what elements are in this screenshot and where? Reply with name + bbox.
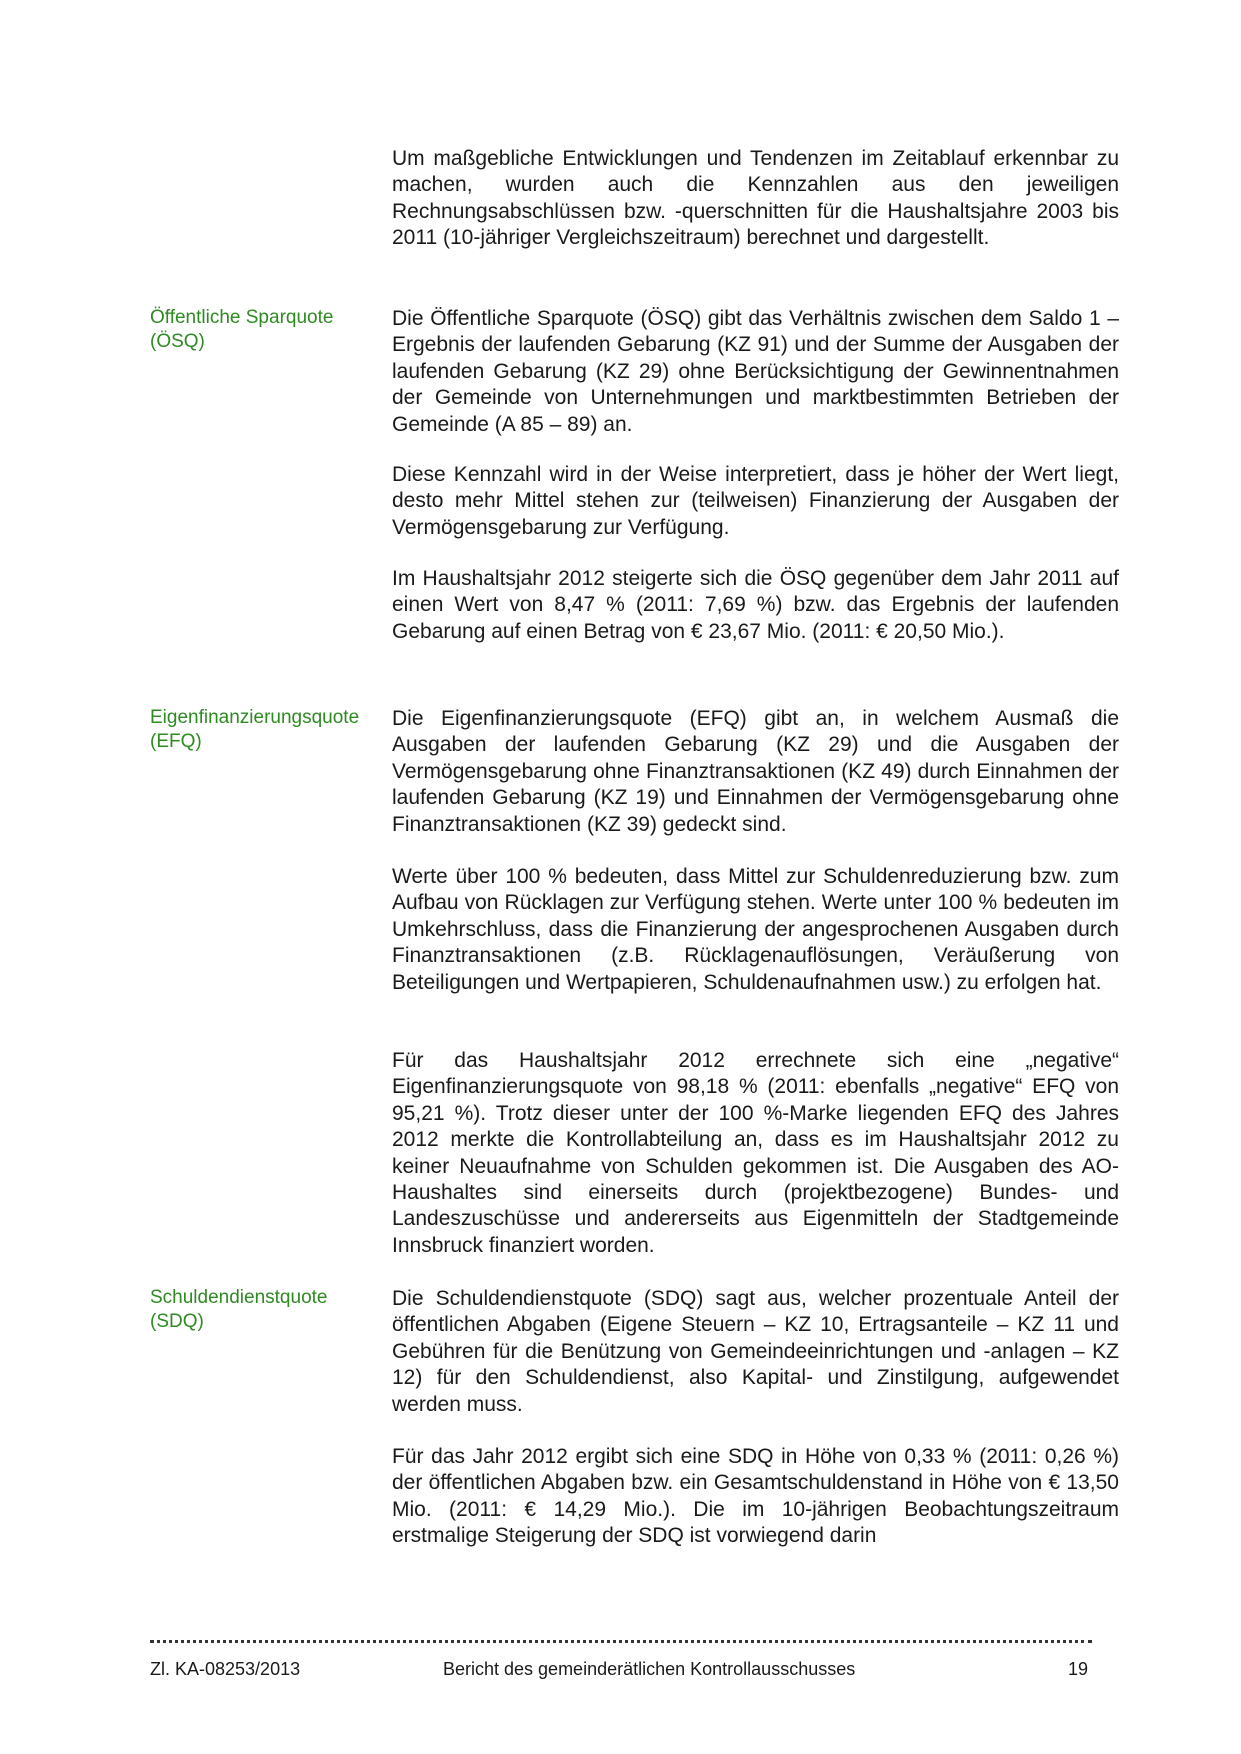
footer-title: Bericht des gemeinderätlichen Kontrollausschusses bbox=[443, 1659, 856, 1679]
section-oesq-paragraph-1: Die Öffentliche Sparquote (ÖSQ) gibt das Verhältnis zwischen dem Saldo 1 – Ergebnis der laufenden Gebarung (KZ 91) und der Summe der Ausgaben der laufenden Gebarung (KZ 29) ohne Berücksichtigung der Gewinnentnahmen der Gemeinde von Unternehmungen und marktbestimmten Betrieben der Gemeinde (A 85 – 89) an. bbox=[392, 307, 1119, 436]
footer-divider bbox=[150, 1640, 1092, 1643]
section-oesq-paragraph-3: Im Haushaltsjahr 2012 steigerte sich die ÖSQ gegenüber dem Jahr 2011 auf einen Wert von 8,47 % (2011: 7,69 %) bzw. das Ergebnis der laufenden Gebarung auf einen Betrag von € 23,67 Mio. (2011: € 20,50 Mio.). bbox=[392, 567, 1119, 643]
section-heading-efq: Eigenfinanzierungsquote (EFQ) bbox=[150, 707, 360, 752]
intro-paragraph: Um maßgebliche Entwicklungen und Tendenzen im Zeitablauf erkennbar zu machen, wurden auch die Kennzahlen aus den jeweiligen Rechnungsabschlüssen bzw. -querschnitten für die Haushaltsjahre 2003 bis 2011 (10-jähriger Vergleichszeitraum) berechnet und dargestellt. bbox=[392, 147, 1119, 250]
section-sdq-paragraph-2: Für das Jahr 2012 ergibt sich eine SDQ in Höhe von 0,33 % (2011: 0,26 %) der öffentlichen Abgaben bzw. ein Gesamtschuldenstand in Höhe von € 13,50 Mio. (2011: € 14,29 Mio.). Die im 10-jährigen Beobachtungszeitraum erstmalige Steigerung der SDQ ist vorwiegend darin bbox=[392, 1445, 1119, 1548]
section-efq-paragraph-3: Für das Haushaltsjahr 2012 errechnete sich eine „negative“ Eigenfinanzierungsquote von 98,18 % (2011: ebenfalls „negative“ EFQ von 95,21 %). Trotz dieser unter der 100 %-Marke liegenden EFQ des Jahres 2012 merkte die Kontrollabteilung an, dass es im Haushaltsjahr 2012 zu keiner Neuaufnahme von Schulden gekommen ist. Die Ausgaben des AO-Haushaltes sind einerseits durch (projektbezogene) Bundes- und Landeszuschüsse und andererseits aus Eigenmitteln der Stadtgemeinde Innsbruck finanziert worden. bbox=[392, 1049, 1119, 1257]
section-heading-sdq: Schuldendienstquote (SDQ) bbox=[150, 1287, 328, 1332]
page-number: 19 bbox=[1068, 1659, 1089, 1679]
section-oesq-paragraph-2: Diese Kennzahl wird in der Weise interpretiert, dass je höher der Wert liegt, desto mehr Mittel stehen zur (teilweisen) Finanzierung der Ausgaben der Vermögensgebarung zur Verfügung. bbox=[392, 463, 1119, 539]
section-sdq-paragraph-1: Die Schuldendienstquote (SDQ) sagt aus, welcher prozentuale Anteil der öffentlichen Abgaben (Eigene Steuern – KZ 10, Ertragsanteile – KZ 11 und Gebühren für die Benützung von Gemeindeeinrichtungen und -anlagen – KZ 12) für den Schuldendienst, also Kapital- und Zinstilgung, aufgewendet werden muss. bbox=[392, 1287, 1119, 1416]
footer-reference: Zl. KA-08253/2013 bbox=[150, 1659, 301, 1679]
section-efq-paragraph-2: Werte über 100 % bedeuten, dass Mittel zur Schuldenreduzierung bzw. zum Aufbau von Rücklagen zur Verfügung stehen. Werte unter 100 % bedeuten im Umkehrschluss, dass die Finanzierung der angesprochenen Ausgaben durch Finanztransaktionen (z.B. Rücklagenauflösungen, Veräußerung von Beteiligungen und Wertpapieren, Schuldenaufnahmen usw.) zu erfolgen hat. bbox=[392, 865, 1119, 994]
section-heading-oesq: Öffentliche Sparquote (ÖSQ) bbox=[150, 307, 334, 352]
section-efq-paragraph-1: Die Eigenfinanzierungsquote (EFQ) gibt an, in welchem Ausmaß die Ausgaben der laufenden Gebarung (KZ 29) und die Ausgaben der Vermögensgebarung ohne Finanztransaktionen (KZ 49) durch Einnahmen der laufenden Gebarung (KZ 19) und Einnahmen der Vermögensgebarung ohne Finanztransaktionen (KZ 39) gedeckt sind. bbox=[392, 707, 1119, 836]
